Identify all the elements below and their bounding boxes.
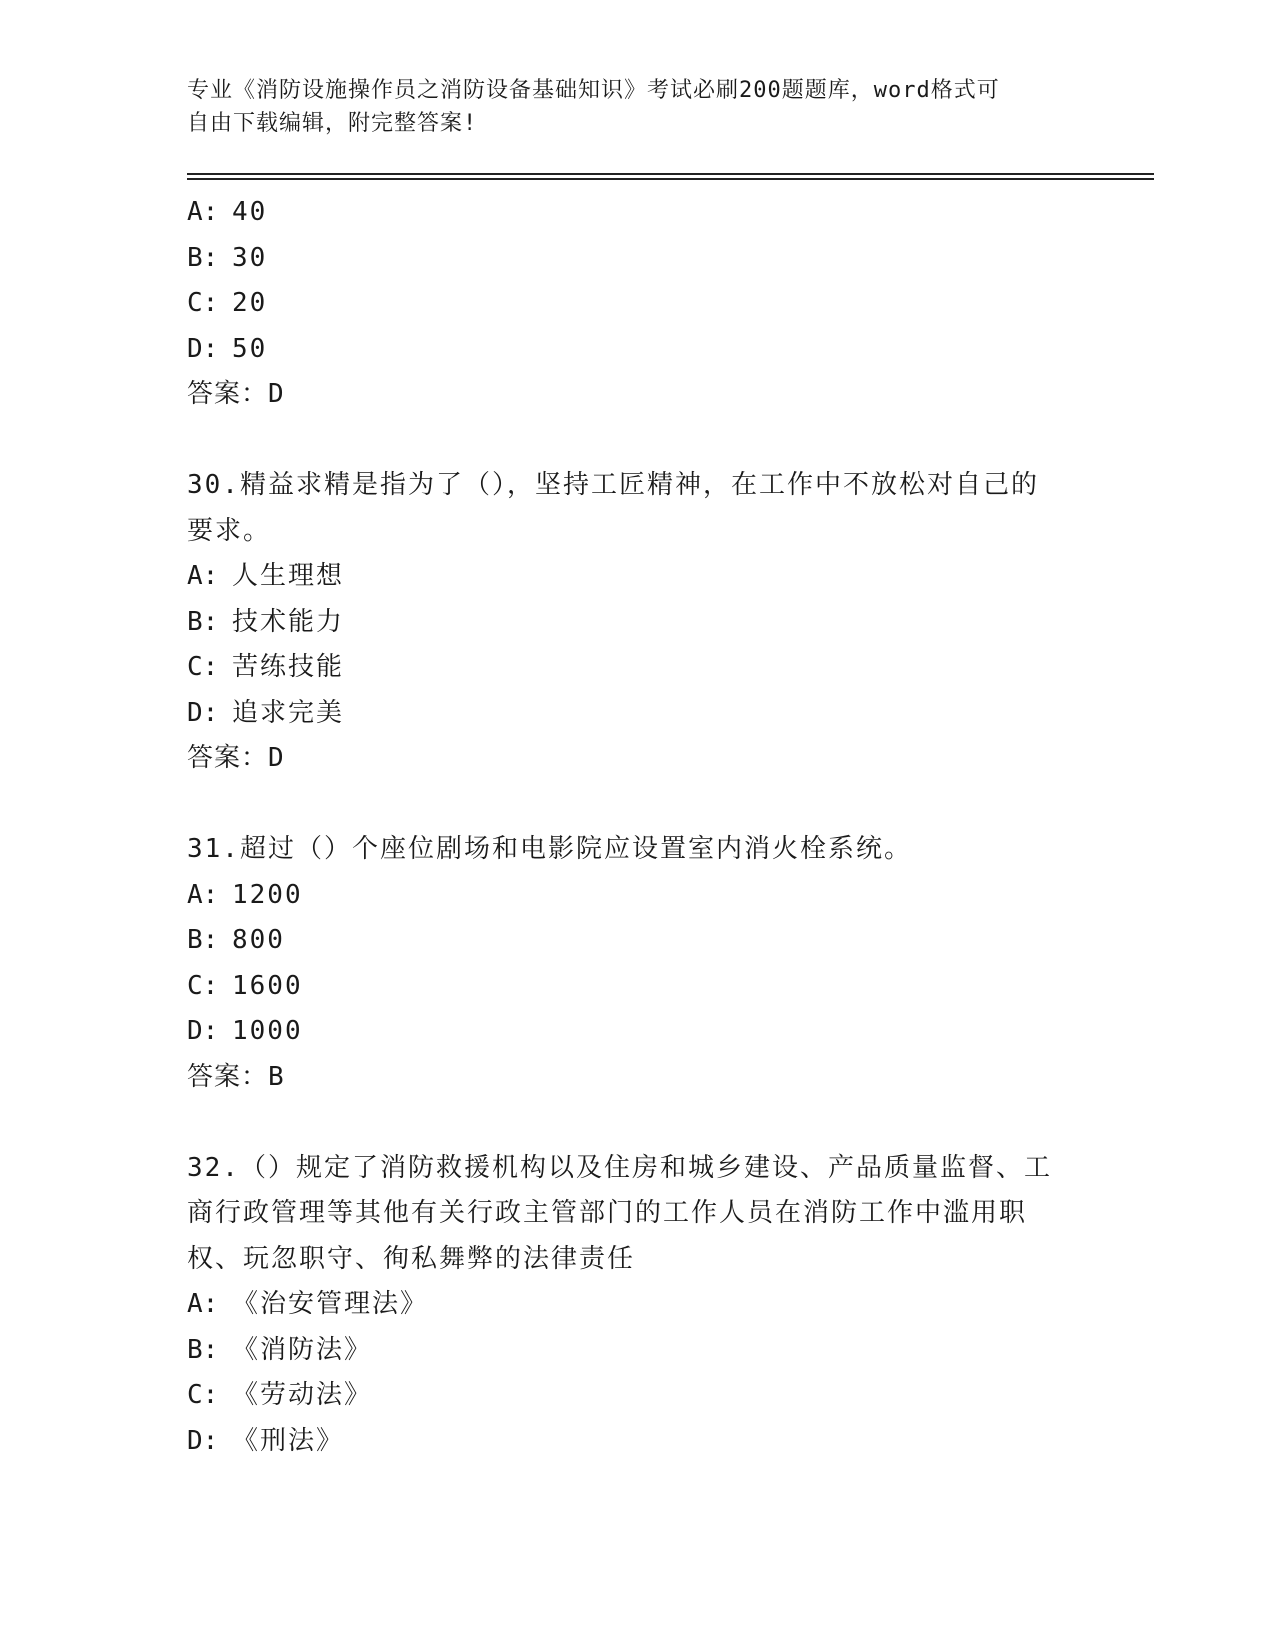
option-label: D: — [187, 697, 219, 728]
option-text: 50 — [232, 333, 268, 364]
block-spacer — [187, 418, 1087, 464]
option-text: 技术能力 — [232, 606, 345, 637]
option-label: C: — [187, 652, 219, 682]
option-label: A: — [187, 1289, 219, 1319]
question-stem-line: 31.超过（）个座位剧场和电影院应设置室内消火栓系统。 — [187, 834, 912, 864]
question-stem-line: 32.（）规定了消防救援机构以及住房和城乡建设、产品质量监督、工 — [187, 1152, 1052, 1183]
block-spacer — [187, 1100, 1087, 1146]
answer-option — [187, 1328, 1087, 1374]
answer-option — [187, 190, 1087, 236]
answer-option — [187, 1419, 1087, 1465]
answer-option — [187, 327, 1087, 373]
option-label: D: — [187, 333, 219, 364]
option-label: A: — [187, 197, 219, 227]
option-text: 《消防法》 — [232, 1334, 373, 1365]
question-stem-line: 30.精益求精是指为了（），坚持工匠精神，在工作中不放松对自己的 — [187, 470, 1039, 500]
option-text: 追求完美 — [232, 697, 345, 728]
question-block — [187, 1100, 1087, 1464]
option-label: C: — [187, 970, 219, 1001]
option-text: 40 — [232, 197, 268, 227]
option-text: 20 — [232, 288, 268, 318]
option-text: 1200 — [232, 879, 303, 910]
option-text: 1600 — [232, 970, 303, 1001]
answer-option — [187, 600, 1087, 646]
option-label: C: — [187, 1380, 219, 1410]
option-label: A: — [187, 879, 219, 910]
answer-option — [187, 281, 1087, 327]
question-stem-line: 要求。 — [187, 515, 272, 546]
header-divider-bottom — [187, 178, 1154, 180]
answer-option — [187, 1009, 1087, 1055]
header-title-line-2: 自由下载编辑，附完整答案! — [187, 111, 478, 136]
answer-option — [187, 691, 1087, 737]
option-label: C: — [187, 288, 219, 318]
option-text: 《治安管理法》 — [232, 1289, 429, 1319]
option-text: 人生理想 — [232, 561, 345, 591]
option-label: B: — [187, 925, 219, 955]
option-text: 30 — [232, 242, 268, 273]
answer-option — [187, 236, 1087, 282]
question-list — [187, 190, 1087, 1464]
answer-option — [187, 1282, 1087, 1328]
answer-option — [187, 873, 1087, 919]
option-label: B: — [187, 1334, 219, 1365]
block-spacer — [187, 782, 1087, 828]
option-text: 800 — [232, 925, 285, 955]
option-label: B: — [187, 606, 219, 637]
option-text: 1000 — [232, 1016, 303, 1046]
answer-option — [187, 1373, 1087, 1419]
option-label: D: — [187, 1016, 219, 1046]
question-stem-line: 权、玩忽职守、徇私舞弊的法律责任 — [187, 1243, 636, 1274]
option-text: 《刑法》 — [232, 1425, 345, 1456]
answer-key: 答案：D — [187, 743, 285, 773]
answer-option — [187, 645, 1087, 691]
option-text: 苦练技能 — [232, 652, 345, 682]
question-stem-line: 商行政管理等其他有关行政主管部门的工作人员在消防工作中滥用职 — [187, 1198, 1028, 1228]
option-label: B: — [187, 242, 219, 273]
option-label: A: — [187, 561, 219, 591]
answer-option — [187, 918, 1087, 964]
option-text: 《劳动法》 — [232, 1380, 373, 1410]
question-block — [187, 782, 1087, 1101]
question-block — [187, 418, 1087, 782]
header-title-line-1: 专业《消防设施操作员之消防设备基础知识》考试必刷200题题库，word格式可 — [187, 78, 1000, 103]
answer-key: 答案：D — [187, 379, 285, 409]
option-label: D: — [187, 1425, 219, 1456]
answer-option — [187, 554, 1087, 600]
question-block — [187, 190, 1087, 418]
document-header — [187, 74, 1157, 140]
answer-option — [187, 964, 1087, 1010]
header-divider-top — [187, 173, 1154, 175]
answer-key: 答案：B — [187, 1061, 285, 1092]
